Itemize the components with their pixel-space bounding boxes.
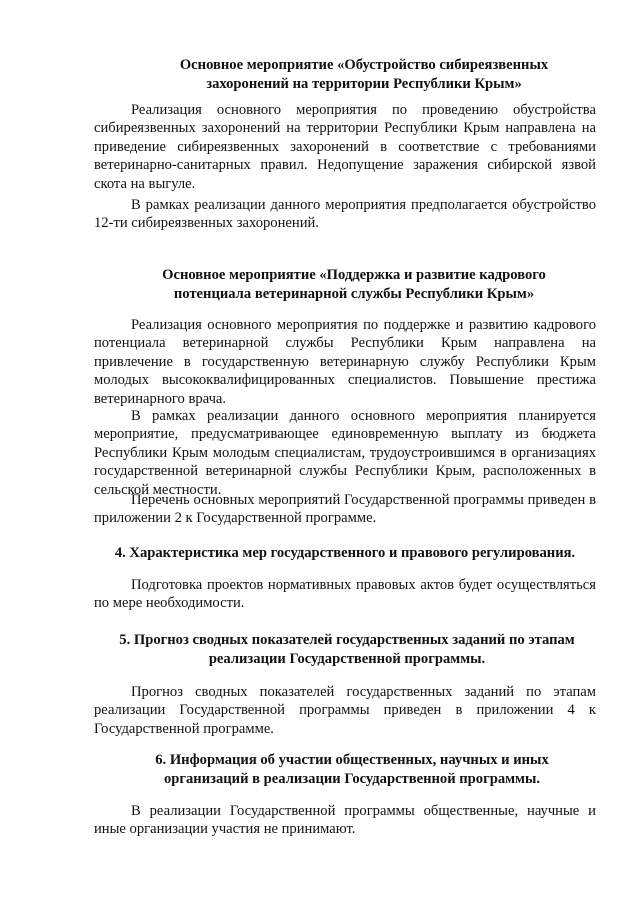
section-personnel-paragraph-1: Реализация основного мероприятия по поддержке и развитию кадрового потенциала ветеринарной службы Республики Крым направлена на привлечение в государственную ветеринарную службу Республики Крым молодых высококвалифицированных специалистов. Повышение престижа ветеринарного врача. (94, 317, 596, 407)
section-4-heading: 4. Характеристика мер государственного и правового регулирования. (114, 545, 576, 561)
section-6-heading: 6. Информация об участии общественных, научных и иных организаций в реализации Государственной программы. (155, 752, 549, 787)
section-antrax-paragraph-1: Реализация основного мероприятия по проведению обустройства сибиреязвенных захоронений на территории Республики Крым направлена на приведение сибиреязвенных захоронений в соответствие с требованиями ветеринарно-санитарных правил. Недопущение заражения сибирской язвой скота на выгуле. (94, 102, 596, 192)
section-antrax-paragraph-2: В рамках реализации данного мероприятия предполагается обустройство 12-ти сибиреязвенных захоронений. (94, 197, 596, 232)
section-5-heading: 5. Прогноз сводных показателей государственных заданий по этапам реализации Государственной программы. (119, 632, 575, 667)
section-personnel-heading: Основное мероприятие «Поддержка и развитие кадрового потенциала ветеринарной службы Республики Крым» (162, 267, 546, 302)
section-6-paragraph-1: В реализации Государственной программы общественные, научные и иные организации участия не принимают. (94, 803, 596, 838)
section-personnel-paragraph-2: В рамках реализации данного основного мероприятия планируется мероприятие, предусматривающее единовременную выплату из бюджета Республики Крым молодым специалистам, трудоустроившимся в организациях государственной ветеринарной службы Республики Крым, расположенных в сельской местности. (94, 408, 596, 498)
section-antrax-heading: Основное мероприятие «Обустройство сибиреязвенных захоронений на территории Республики Крым» (179, 57, 549, 92)
section-personnel-paragraph-3: Перечень основных мероприятий Государственной программы приведен в приложении 2 к Государственной программе. (94, 492, 596, 527)
section-5-paragraph-1: Прогноз сводных показателей государственных заданий по этапам реализации Государственной программы приведен в приложении 4 к Государственной программе. (94, 684, 596, 737)
section-4-paragraph-1: Подготовка проектов нормативных правовых актов будет осуществляться по мере необходимости. (94, 577, 596, 612)
